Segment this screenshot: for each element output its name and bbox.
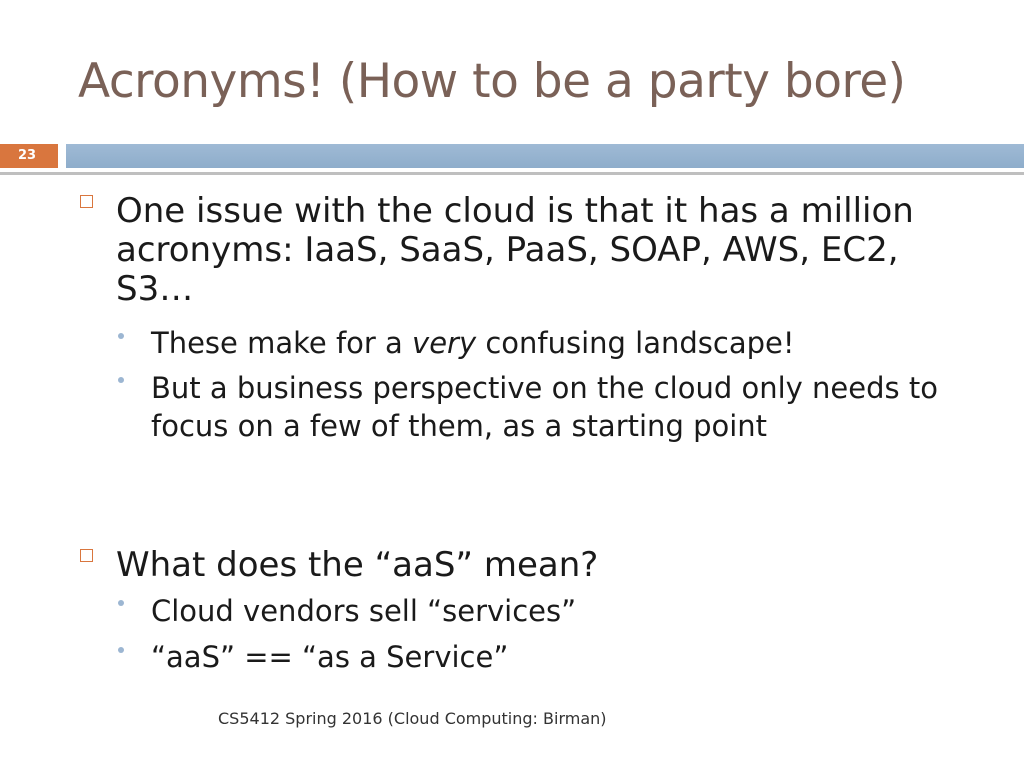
dot-bullet-icon bbox=[118, 377, 124, 383]
title-underline-bar bbox=[66, 144, 1024, 168]
sub-bullet-text: These make for a bbox=[151, 326, 413, 360]
sub-bullet-item: But a business perspective on the cloud only needs to focus on a few of them, as a starting point bbox=[151, 371, 938, 443]
bullet-item: What does the “aaS” mean? bbox=[116, 545, 599, 585]
slide-number: 23 bbox=[0, 144, 58, 168]
slide-footer: CS5412 Spring 2016 (Cloud Computing: Birman) bbox=[218, 709, 607, 728]
sub-bullet-item bbox=[151, 324, 971, 362]
square-bullet-icon bbox=[80, 549, 93, 562]
sub-bullet-item: “aaS” == “as a Service” bbox=[151, 640, 509, 674]
sub-bullet-text: confusing landscape! bbox=[476, 326, 795, 360]
slide-title: Acronyms! (How to be a party bore) bbox=[78, 54, 906, 109]
dot-bullet-icon bbox=[118, 647, 124, 653]
dot-bullet-icon bbox=[118, 600, 124, 606]
emphasis-text: very bbox=[412, 326, 477, 360]
sub-bullet-item: Cloud vendors sell “services” bbox=[151, 594, 577, 628]
square-bullet-icon bbox=[80, 195, 93, 208]
bullet-item: One issue with the cloud is that it has a million acronyms: IaaS, SaaS, PaaS, SOAP, AWS, EC2, S3… bbox=[116, 191, 914, 309]
dot-bullet-icon bbox=[118, 333, 124, 339]
title-divider bbox=[0, 172, 1024, 175]
